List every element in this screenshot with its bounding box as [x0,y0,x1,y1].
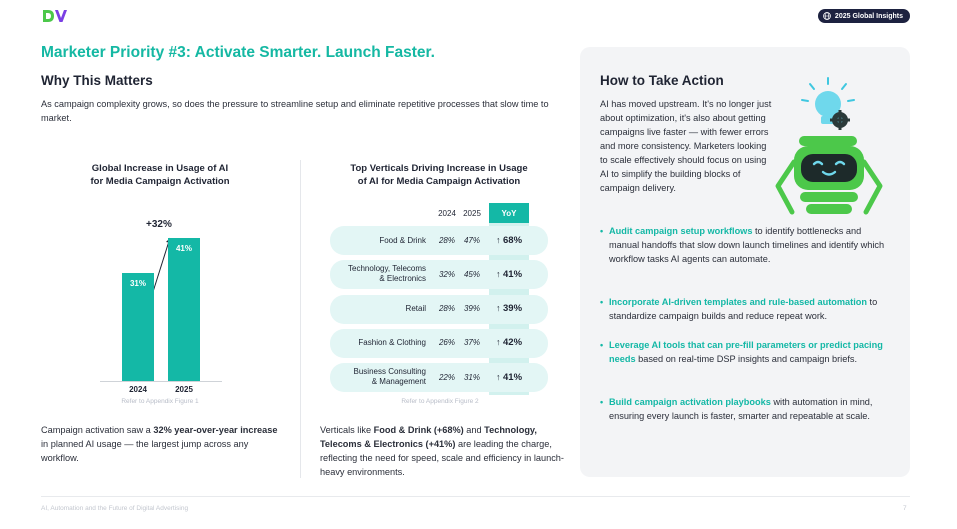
chart1-bar [168,238,200,381]
chart2-value-2024: 32% [438,269,455,279]
chart2-summary-b1: Food & Drink (+68%) [373,425,464,435]
bullet-dot: • [600,397,604,407]
global-insights-badge [818,9,910,23]
up-arrow-icon: ↑ [495,371,503,382]
badge-label: 2025 Global Insights [834,12,903,20]
action-bullet-text [600,224,890,266]
chart2-value-2025: 31% [463,372,480,382]
chart2-row-label-line: Business Consulting [353,367,426,377]
chart2-yoy-value [489,372,529,383]
action-bullet-text [600,295,890,323]
chart2-value-2025: 47% [463,235,480,245]
chart1-baseline [100,381,222,382]
chart2-footnote: Refer to Appendix Figure 2 [401,398,479,405]
chart2-title-line1: Top Verticals Driving Increase in Usage [350,163,528,174]
action-bullet-text [600,338,890,366]
chart2-row-label [330,236,426,246]
action-title: How to Take Action [600,73,724,88]
dv-logo[interactable] [41,8,67,24]
chart2-yoy-value [489,269,529,280]
up-arrow-icon: ↑ [495,268,503,279]
chart2-row-label-line: Technology, Telecoms [348,264,426,274]
up-arrow-icon: ↑ [495,337,503,348]
action-bullet-rest: to identify bottlenecks and manual handoffs that slow down launch timelines and identify which workflow tasks AI agents can automate. [609,226,885,264]
action-bullet-lead: Leverage AI tools that can pre-fill parameters or predict pacing needs [609,340,883,364]
chart2-row-label [330,367,426,387]
chart1-title-line2: for Media Campaign Activation [90,176,230,187]
chart1-title-line1: Global Increase in Usage of AI [91,163,229,174]
chart2-title-line2: of AI for Media Campaign Activation [357,176,521,187]
action-bullet-lead: Incorporate AI-driven templates and rule-based automation [609,297,867,307]
action-bullet-text [600,395,890,423]
chart2-value-2024: 28% [438,304,455,314]
chart2-row-label-line: Retail [405,304,426,314]
chart1-bar-value: 31% [129,278,146,288]
chart2-row-label-line: Fashion & Clothing [358,338,426,348]
bullet-dot: • [600,226,604,236]
chart2-yoy-value [489,337,529,348]
chart2-value-2024: 26% [438,338,455,348]
action-bullet-rest: based on real-time DSP insights and campaign briefs. [635,354,858,364]
chart2-value-2025: 39% [463,304,480,314]
chart2-summary [320,423,565,479]
chart2-row-label [330,338,426,348]
action-intro: AI has moved upstream. It's no longer just about optimization, it's also about getting campaigns live faster — with fewer errors and more consistency. Marketers looking to scale effectively should focus on using AI to simplify the building blocks of campaign delivery. [600,99,772,193]
up-arrow-icon: ↑ [495,303,503,314]
chart2-row-label-line: Food & Drink [379,235,426,245]
chart2-title [330,162,548,188]
chart1-axis-label: 2025 [175,385,193,394]
chart2-col-2024: 2024 [438,209,456,218]
action-bullet [600,224,890,266]
chart1-summary-bold: 32% year-over-year increase [153,425,278,435]
why-title: Why This Matters [41,73,153,88]
chart1-bar-value: 41% [175,244,192,253]
chart1-footnote: Refer to Appendix Figure 1 [121,398,199,405]
footer-divider [41,496,910,497]
chart2-yoy-number: 42% [503,337,523,349]
action-bullet-rest: with automation in mind, ensuring every launch is faster, smarter and repeatable at scale. [609,397,873,421]
chart2-yoy-number: 39% [503,303,523,315]
robot-head [794,136,864,214]
chart2-yoy-value [489,303,529,314]
globe-icon [823,12,831,20]
chart2-row-label-line: & Electronics [379,274,426,284]
action-bullet [600,295,890,323]
action-bullet-lead: Audit campaign setup workflows [609,226,753,236]
bullet-dot: • [600,340,604,350]
chart1-summary-pre: Campaign activation saw a [41,425,154,435]
chart1-summary-post: in planned AI usage — the largest jump across any workflow. [41,439,249,463]
chart2-summary-mid: and [463,425,485,435]
chart2-col-2025: 2025 [463,209,481,218]
chart1-axis-label: 2024 [129,385,147,394]
chart2-value-2024: 22% [438,372,455,382]
chart2-summary-pre: Verticals like [320,425,374,435]
why-body: As campaign complexity grows, so does the pressure to streamline setup and eliminate repetitive processes that slow time to market. [41,99,549,123]
chart2-yoy-number: 41% [503,371,523,383]
chart2-yoy-value [489,235,529,246]
action-bullet-lead: Build campaign activation playbooks [609,397,771,407]
action-bullet [600,395,890,423]
bullet-dot: • [600,297,604,307]
page-headline: Marketer Priority #3: Activate Smarter. Launch Faster. [41,44,435,61]
chart1-bar [122,273,154,381]
chart2-value-2025: 45% [463,269,480,279]
chart1-title [60,162,260,188]
chart2-yoy-number: 41% [503,268,523,280]
chart2-value-2024: 28% [438,235,455,245]
ai-robot-illustration [770,74,888,222]
action-bullet-rest: to standardize campaign builds and reduce repeat work. [609,297,878,321]
chart1-growth-label: +32% [146,219,172,230]
chart2-value-2025: 37% [463,338,480,348]
chart1-summary [41,423,281,465]
up-arrow-icon: ↑ [495,234,503,245]
chart2-row-label-line: & Management [371,377,426,387]
chart2-col-yoy: YoY [489,203,529,223]
chart2-yoy-number: 68% [503,234,523,246]
chart2-summary-b2: Technology, Telecoms & Electronics (+41%) [320,425,537,449]
column-divider [300,160,301,478]
footer-text: AI, Automation and the Future of Digital Advertising [41,505,189,512]
action-bullet [600,338,890,366]
page-number: 7 [903,505,907,512]
chart2-row-label [330,264,426,284]
chart2-row-label [330,304,426,314]
chart2-summary-post: are leading the charge, reflecting the need for speed, scale and efficiency in launch-heavy environments. [320,439,564,477]
